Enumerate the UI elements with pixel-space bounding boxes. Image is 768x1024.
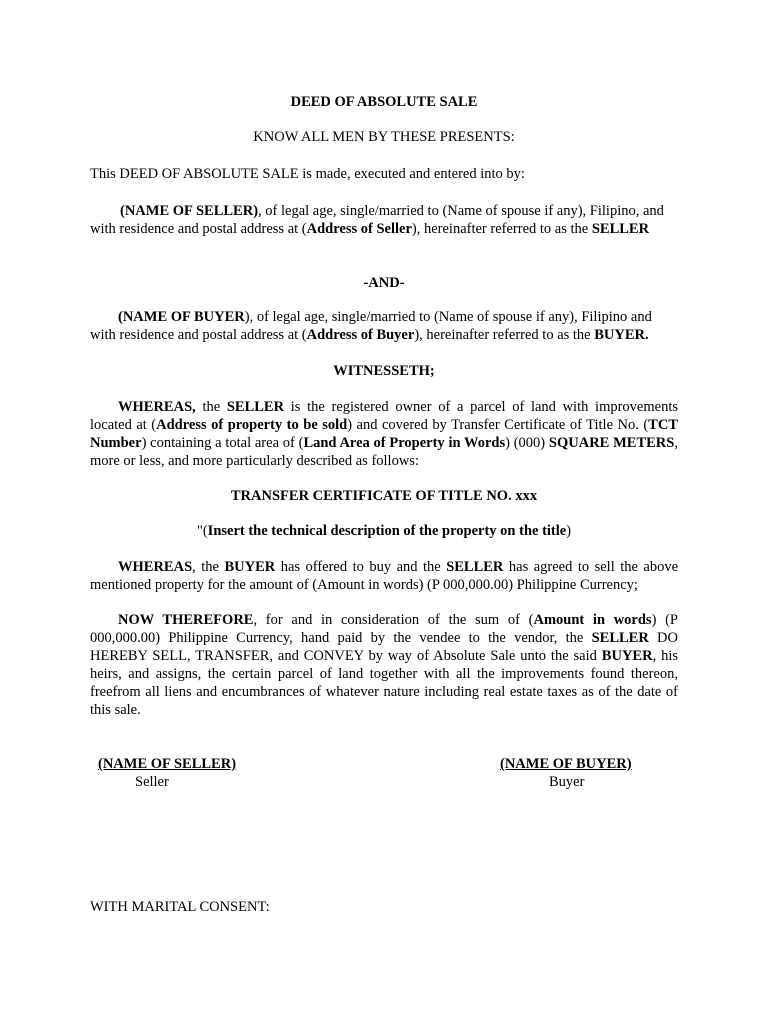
seller-paragraph: (NAME OF SELLER), of legal age, single/married to (Name of spouse if any), Filipino, and with residence and postal address at (Address of Seller), hereinafter referred to as the SELLER — [90, 203, 664, 237]
seller-address: Address of Seller — [306, 221, 412, 237]
buyer-address: Address of Buyer — [306, 327, 415, 343]
buyer-signature-name: (NAME OF BUYER) — [500, 756, 632, 772]
and-separator: -AND- — [363, 275, 405, 291]
opening-line: This DEED OF ABSOLUTE SALE is made, executed and entered into by: — [90, 166, 525, 182]
now-therefore-paragraph: NOW THEREFORE, for and in consideration of the sum of (Amount in words) (P 000,000.00) Philippine Currency, hand paid by the vendee to the vendor, the SELLER DO HEREBY SELL, TRANSFER, and CONVEY by way of Absolute Sale unto the said BUYER, his heirs, and assigns, the certain parcel of land together with all the improvements found thereon, freefrom all liens and encumbrances of whatever nature including real estate taxes as of the date of this sale. — [90, 612, 679, 718]
tct-heading: TRANSFER CERTIFICATE OF TITLE NO. xxx — [230, 488, 538, 504]
intro-line: KNOW ALL MEN BY THESE PRESENTS: — [253, 129, 515, 145]
seller-name: (NAME OF SELLER) — [120, 203, 259, 219]
seller-signature-name: (NAME OF SELLER) — [98, 756, 237, 772]
buyer-signature-role: Buyer — [549, 774, 585, 790]
document-title: DEED OF ABSOLUTE SALE — [290, 94, 478, 110]
technical-description-note: "(Insert the technical description of the property on the title) — [196, 523, 572, 539]
buyer-role: BUYER. — [594, 327, 649, 343]
marital-consent-line: WITH MARITAL CONSENT: — [90, 899, 270, 915]
seller-role: SELLER — [591, 221, 650, 237]
whereas-paragraph-2: WHEREAS, the BUYER has offered to buy and the SELLER has agreed to sell the above mentioned property for the amount of (Amount in words) (P 000,000.00) Philippine Currency; — [90, 559, 679, 593]
seller-signature-role: Seller — [135, 774, 169, 790]
buyer-paragraph: (NAME OF BUYER), of legal age, single/married to (Name of spouse if any), Filipino and with residence and postal address at (Address of Buyer), hereinafter referred to as the BUYER. — [90, 309, 652, 343]
witnesseth-heading: WITNESSETH; — [333, 363, 435, 379]
whereas-paragraph-1: WHEREAS, the SELLER is the registered owner of a parcel of land with improvements located at (Address of property to be sold) and covered by Transfer Certificate of Title No. (TCT Number) containing a total area of (Land Area of Property in Words) (000) SQUARE METERS, more or less, and more particularly described as follows: — [90, 399, 679, 469]
buyer-name: (NAME OF BUYER — [118, 309, 245, 325]
